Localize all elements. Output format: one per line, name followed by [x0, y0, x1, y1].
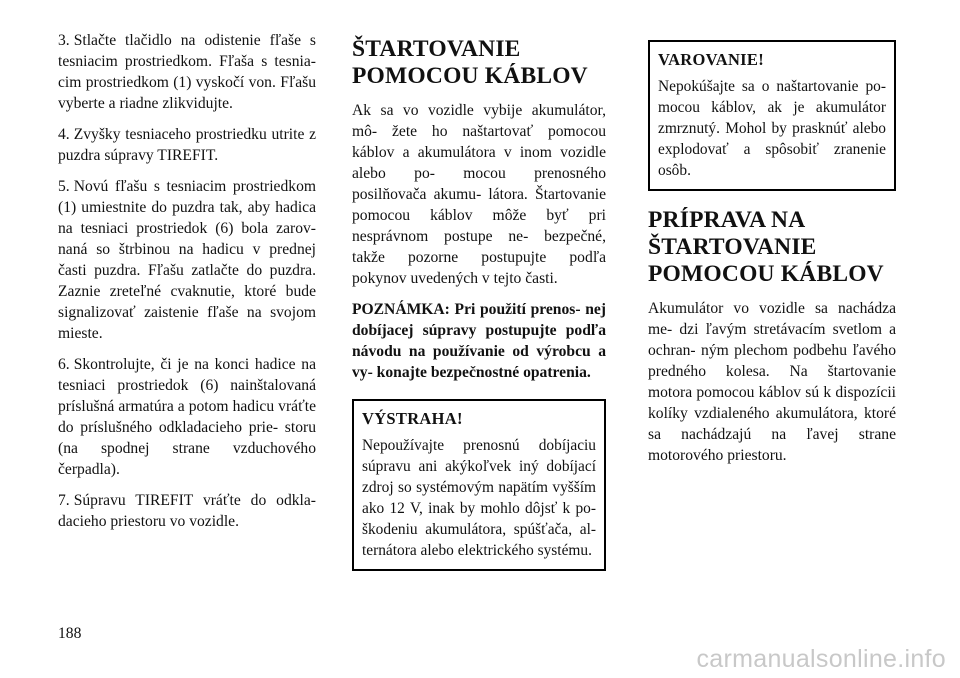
- step-7: [58, 490, 316, 532]
- page-number: 188: [58, 625, 82, 642]
- heading-line: ŠTARTOVANIE: [648, 234, 817, 260]
- step-4: [58, 124, 316, 166]
- note-paragraph: POZNÁMKA: Pri použití prenos- nej dobíjacej súpravy postupujte podľa návodu na používanie od výrobcu a vy- konajte bezpečnostné opatrenia.: [352, 301, 606, 381]
- heading-line: POMOCOU KÁBLOV: [352, 63, 588, 89]
- step-text: Súpravu TIREFIT vráťte do odkla- dacieho priestoru vo vozidle.: [58, 492, 316, 530]
- step-number: 5.: [58, 178, 70, 195]
- step-number: 7.: [58, 492, 70, 509]
- caution-box: [352, 399, 606, 571]
- heading-line: ŠTARTOVANIE: [352, 36, 521, 62]
- watermark-text: carmanualsonline.info: [696, 645, 946, 673]
- column-middle: [352, 30, 606, 571]
- step-text: Stlačte tlačidlo na odistenie fľaše s tesniacim prostriedkom. Fľaša s tesnia- cim prostriedkom (1) vyskočí von. Fľašu vyberte a riadne zlikvidujte.: [58, 32, 316, 112]
- column-left: [58, 30, 316, 542]
- step-number: 4.: [58, 126, 70, 143]
- section-heading-jump-start: [352, 36, 606, 90]
- intro-paragraph: Ak sa vo vozidle vybije akumulátor, mô- žete ho naštartovať pomocou káblov a akumulátora v inom vozidle alebo po- mocou prenosného posilňovača akumu- látora. Štartovanie pomocou káblov môže byť pri nesprávnom postupe ne- bezpečné, takže pozorne postupujte podľa pokynov uvedených v tejto časti.: [352, 102, 606, 287]
- section-heading-preparation: [648, 207, 896, 288]
- warning-box: [648, 40, 896, 191]
- heading-line: POMOCOU KÁBLOV: [648, 261, 884, 287]
- step-number: 6.: [58, 356, 70, 373]
- heading-line: PRÍPRAVA NA: [648, 207, 806, 233]
- warning-title: VAROVANIE!: [658, 50, 764, 69]
- caution-text: Nepoužívajte prenosnú dobíjaciu súpravu ani akýkoľvek iný dobíjací zdroj so systémovým napätím vyšším ako 12 V, inak by mohlo dôjsť k po- škodeniu akumulátora, spúšťača, al- ternátora alebo elektrického systému.: [362, 437, 596, 559]
- step-text: Zvyšky tesniaceho prostriedku utrite z puzdra súpravy TIREFIT.: [58, 126, 316, 164]
- preparation-paragraph: Akumulátor vo vozidle sa nachádza me- dzi ľavým stretávacím svetlom a ochran- ným plechom podbehu ľavého predného kolesa. Na štartovanie motora pomocou káblov sú k dispozícii kolíky vzdialeného akumulátora, ktoré sa nachádzajú na ľavej strane motorového priestoru.: [648, 300, 896, 464]
- step-text: Skontrolujte, či je na konci hadice na tesniaci prostriedok (6) nainštalovaná príslušná armatúra a potom hadicu vráťte do príslušného odkladacieho prie- storu (na spodnej strane vzduchového čerpadla).: [58, 356, 316, 478]
- warning-text: Nepokúšajte sa o naštartovanie po- mocou káblov, ak je akumulátor zmrznutý. Mohol by prasknúť alebo explodovať a spôsobiť zranenie osôb.: [658, 78, 886, 179]
- step-5: [58, 176, 316, 344]
- column-right: [648, 30, 896, 476]
- step-number: 3.: [58, 32, 70, 49]
- caution-title: VÝSTRAHA!: [362, 409, 463, 428]
- step-text: Novú fľašu s tesniacim prostriedkom (1) umiestnite do puzdra tak, aby hadica na tesniaci prostriedok (6) bola zarov- naná so štrbinou na hadicu v prednej časti puzdra. Fľašu zatlačte do puzdra. Zaznie zreteľné cvaknutie, ktoré bude signalizovať zaistenie fľaše na svojom mieste.: [58, 178, 316, 342]
- step-6: [58, 354, 316, 480]
- step-3: [58, 30, 316, 114]
